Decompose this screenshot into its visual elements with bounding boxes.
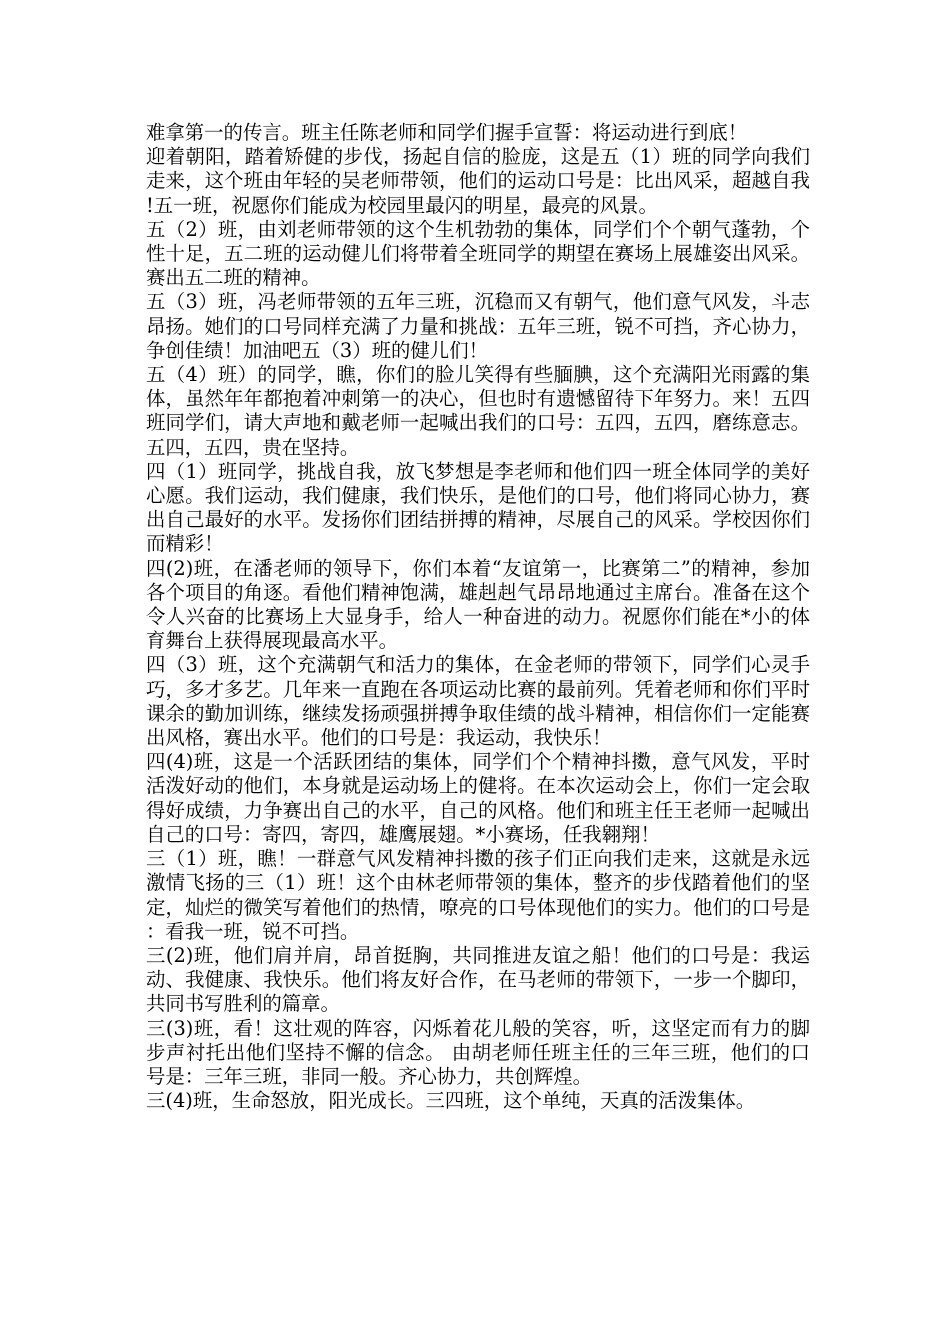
paragraph: 五（2）班，由刘老师带领的这个生机勃勃的集体，同学们个个朝气蓬勃，个性十足，五二班的运动健儿们将带着全班同学的期望在赛场上展雄姿出风采。赛出五二班的精神。 xyxy=(146,217,810,290)
document-body xyxy=(146,121,810,1113)
paragraph: 四(2)班，在潘老师的领导下，你们本着“友谊第一，比赛第二”的精神，参加各个项目的角逐。看他们精神饱满，雄赳赳气昂昂地通过主席台。准备在这个令人兴奋的比赛场上大显身手，给人一种奋进的动力。祝愿你们能在*小的体育舞台上获得展现最高水平。 xyxy=(146,556,810,653)
paragraph: 三（1）班，瞧！一群意气风发精神抖擞的孩子们正向我们走来，这就是永远激情飞扬的三（1）班！这个由林老师带领的集体，整齐的步伐踏着他们的坚定，灿烂的微笑写着他们的热情，嘹亮的口号体现他们的实力。他们的口号是：看我一班，锐不可挡。 xyxy=(146,847,810,943)
paragraph: 四（1）班同学，挑战自我，放飞梦想是李老师和他们四一班全体同学的美好心愿。我们运动，我们健康，我们快乐，是他们的口号，他们将同心协力，赛出自己最好的水平。发扬你们团结拼搏的精神，尽展自己的风采。学校因你们而精彩！ xyxy=(146,459,810,556)
paragraph: 三(3)班，看！这壮观的阵容，闪烁着花儿般的笑容，听，这坚定而有力的脚步声衬托出他们坚持不懈的信念。 由胡老师任班主任的三年三班，他们的口号是：三年三班，非同一般。齐心协力，共创辉煌。 xyxy=(146,1016,810,1088)
paragraph: 四(4)班，这是一个活跃团结的集体，同学们个个精神抖擞，意气风发，平时活泼好动的他们，本身就是运动场上的健将。在本次运动会上，你们一定会取得好成绩，力争赛出自己的水平，自己的风格。他们和班主任王老师一起喊出自己的口号：寄四，寄四，雄鹰展翅。*小赛场，任我翱翔！ xyxy=(146,750,810,846)
paragraph: 三(4)班，生命怒放，阳光成长。三四班，这个单纯，天真的活泼集体。 xyxy=(146,1089,756,1113)
paragraph: 三(2)班，他们肩并肩，昂首挺胸，共同推进友谊之船！他们的口号是：我运动、我健康、我快乐。他们将友好合作，在马老师的带领下，一步一个脚印，共同书写胜利的篇章。 xyxy=(146,943,810,1016)
paragraph: 五（3）班，冯老师带领的五年三班，沉稳而又有朝气，他们意气风发，斗志昂扬。她们的口号同样充满了力量和挑战：五年三班，锐不可挡，齐心协力，争创佳绩！加油吧五（3）班的健儿们！ xyxy=(146,290,810,362)
paragraph: 四（3）班，这个充满朝气和活力的集体，在金老师的带领下，同学们心灵手巧，多才多艺。几年来一直跑在各项运动比赛的最前列。凭着老师和你们平时课余的勤加训练，继续发扬顽强拼搏争取佳绩的战斗精神，相信你们一定能赛出风格，赛出水平。他们的口号是：我运动，我快乐！ xyxy=(146,653,810,750)
paragraph: 难拿第一的传言。班主任陈老师和同学们握手宣誓：将运动进行到底！ xyxy=(146,121,748,144)
paragraph: 迎着朝阳，踏着矫健的步伐，扬起自信的脸庞，这是五（1）班的同学向我们走来，这个班由年轻的吴老师带领，他们的运动口号是：比出风采，超越自我!五一班，祝愿你们能成为校园里最闪的明星，最亮的风景。 xyxy=(146,145,810,217)
paragraph: 五（4）班）的同学，瞧，你们的脸儿笑得有些腼腆，这个充满阳光雨露的集体，虽然年年都抱着冲刺第一的决心，但也时有遗憾留待下年努力。来！五四班同学们，请大声地和戴老师一起喊出我们的口号：五四，五四，磨练意志。五四，五四，贵在坚持。 xyxy=(146,363,810,459)
